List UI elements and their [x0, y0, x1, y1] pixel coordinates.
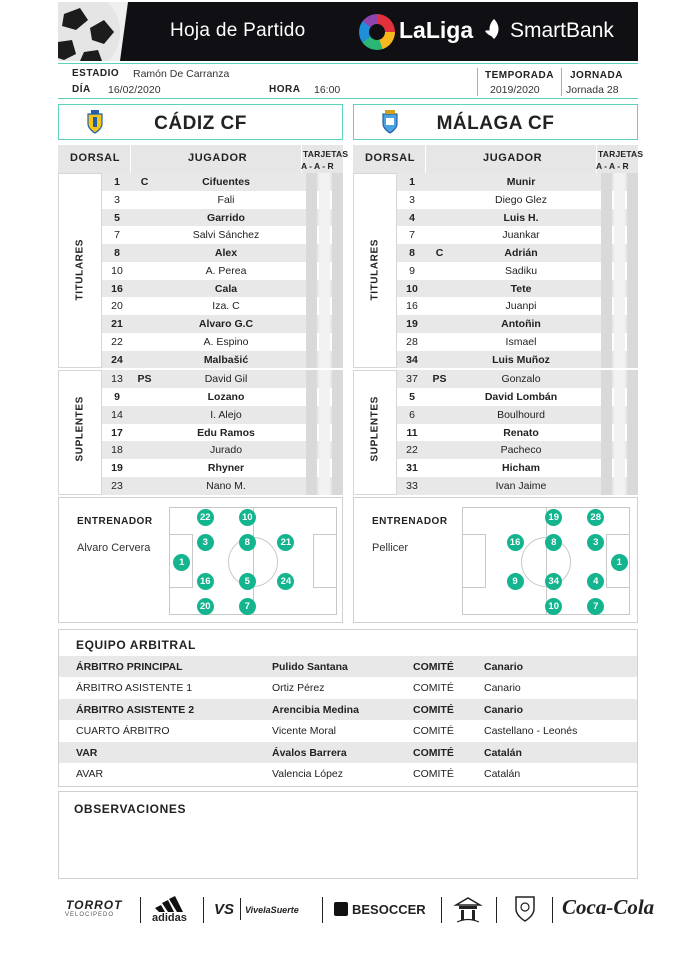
player-number: 4: [409, 211, 415, 224]
card-cell: [614, 459, 625, 477]
player-number: 18: [111, 444, 123, 457]
card-cell: [614, 173, 625, 191]
besoccer-icon: [334, 902, 348, 916]
card-cell: [319, 351, 330, 369]
player-number: 34: [406, 353, 418, 366]
card-cell: [306, 173, 317, 191]
player-name: Tete: [510, 282, 532, 295]
coach-label: ENTRENADOR: [372, 516, 448, 527]
card-cell: [601, 262, 612, 280]
card-cell: [306, 333, 317, 351]
player-name: A. Perea: [205, 264, 247, 277]
referee-panel: [58, 629, 638, 787]
home-coach-box: [58, 497, 343, 623]
divider: [425, 145, 426, 173]
card-cell: [332, 424, 343, 442]
player-number: 19: [406, 318, 418, 330]
card-cell: [601, 459, 612, 477]
card-cell: [319, 388, 330, 406]
card-cell: [627, 441, 638, 459]
formation-player-chip: 7: [239, 598, 256, 615]
card-cell: [601, 191, 612, 209]
dorsal-header: DORSAL: [365, 152, 416, 164]
player-number: 28: [406, 335, 418, 348]
divider: [240, 898, 241, 920]
card-cell: [319, 406, 330, 424]
player-name: Fali: [217, 193, 235, 206]
player-name: Boulhourd: [497, 408, 545, 421]
card-cell: [306, 280, 317, 298]
formation-player-chip: 24: [277, 573, 294, 590]
card-cell: [332, 370, 343, 388]
formation-player-chip: 5: [239, 573, 256, 590]
referee-name: Ávalos Barrera: [272, 746, 347, 759]
card-cell: [319, 333, 330, 351]
card-cell: [319, 315, 330, 333]
card-cell: [319, 173, 330, 191]
card-cell: [601, 173, 612, 191]
card-cell: [614, 333, 625, 351]
hora-label: HORA: [269, 84, 301, 95]
card-cell: [614, 191, 625, 209]
player-number: 5: [409, 391, 415, 403]
away-team-name: MÁLAGA CF: [436, 113, 555, 134]
card-cell: [332, 280, 343, 298]
formation-player-chip: 28: [587, 509, 604, 526]
suplentes-label: SUPLENTES: [74, 396, 86, 462]
divider: [441, 897, 442, 923]
player-name: I. Alejo: [210, 408, 242, 421]
comite-label: COMITÉ: [413, 682, 454, 695]
card-cell: [627, 315, 638, 333]
temporada-value: 2019/2020: [490, 84, 540, 96]
referee-committee: Canario: [484, 661, 524, 673]
dia-value: 16/02/2020: [108, 84, 161, 96]
card-cell: [332, 477, 343, 495]
referee-role: ÁRBITRO ASISTENTE 1: [76, 682, 193, 695]
formation-player-chip: 10: [239, 509, 256, 526]
tarjetas-subheader: A - A - R: [301, 161, 334, 171]
divider: [322, 897, 323, 923]
formation-player-chip: 19: [545, 509, 562, 526]
card-cell: [627, 406, 638, 424]
card-cell: [614, 477, 625, 495]
adidas-wordmark: adidas: [152, 912, 187, 924]
card-cell: [601, 297, 612, 315]
player-number: 1: [409, 176, 415, 188]
hora-value: 16:00: [314, 84, 341, 96]
divider: [496, 897, 497, 923]
card-cell: [319, 477, 330, 495]
player-number: 16: [111, 282, 123, 295]
tarjetas-header: TARJETAS: [598, 149, 644, 159]
divider: [130, 145, 131, 173]
card-cell: [306, 262, 317, 280]
card-cell: [306, 370, 317, 388]
player-name: Alex: [214, 247, 238, 259]
card-cell: [627, 333, 638, 351]
referee-name: Arencibia Medina: [272, 703, 359, 716]
player-name: Salvi Sánchez: [192, 229, 260, 242]
card-cell: [614, 244, 625, 262]
card-cell: [332, 459, 343, 477]
player-name: Ismael: [505, 335, 537, 348]
comite-label: COMITÉ: [413, 661, 454, 673]
player-name: Gonzalo: [501, 373, 541, 386]
player-name: Cifuentes: [202, 176, 250, 188]
card-cell: [319, 459, 330, 477]
card-cell: [306, 406, 317, 424]
formation-player-chip: 22: [197, 509, 214, 526]
card-cell: [614, 388, 625, 406]
card-cell: [306, 297, 317, 315]
player-name: Hicham: [502, 462, 540, 474]
card-cell: [627, 424, 638, 442]
cocacola-logo: Coca-Cola: [562, 895, 655, 919]
card-cell: [601, 441, 612, 459]
away-coach-box: [353, 497, 638, 623]
player-number: 10: [111, 264, 123, 277]
jugador-header: JUGADOR: [188, 152, 248, 164]
observations-panel: [58, 791, 638, 879]
referee-name: Ortiz Pérez: [272, 682, 325, 695]
player-name: Rhyner: [207, 462, 245, 474]
card-cell: [601, 477, 612, 495]
player-role-tag: C: [140, 176, 149, 188]
estadio-label: ESTADIO: [72, 68, 120, 79]
card-cell: [614, 351, 625, 369]
card-cell: [614, 226, 625, 244]
card-cell: [306, 351, 317, 369]
card-cell: [306, 209, 317, 227]
city-emblem-icon: [514, 894, 536, 922]
card-cell: [601, 351, 612, 369]
player-number: 11: [406, 426, 418, 439]
card-cell: [627, 370, 638, 388]
player-number: 22: [406, 444, 418, 457]
player-number: 3: [409, 193, 415, 206]
player-name: Juankar: [502, 229, 540, 242]
card-cell: [332, 333, 343, 351]
tarjetas-header: TARJETAS: [303, 149, 349, 159]
card-cell: [601, 209, 612, 227]
league-brand: LaLiga: [399, 17, 474, 43]
divider: [203, 897, 204, 923]
comite-label: COMITÉ: [413, 703, 454, 716]
formation-player-chip: 3: [197, 534, 214, 551]
formation-player-chip: 1: [611, 554, 628, 571]
card-cell: [627, 297, 638, 315]
torrot-tagline: VELOCIPEDO: [65, 912, 115, 918]
card-cell: [627, 351, 638, 369]
formation-player-chip: 21: [277, 534, 294, 551]
player-name: Pacheco: [500, 444, 542, 457]
player-number: 37: [406, 373, 418, 386]
card-cell: [627, 226, 638, 244]
formation-player-chip: 3: [587, 534, 604, 551]
card-cell: [306, 315, 317, 333]
card-cell: [614, 406, 625, 424]
card-cell: [319, 209, 330, 227]
away-coach-name: Pellicer: [372, 542, 409, 554]
referee-name: Valencia López: [272, 768, 344, 780]
formation-player-chip: 8: [545, 534, 562, 551]
referee-title: EQUIPO ARBITRAL: [76, 638, 196, 652]
card-cell: [319, 262, 330, 280]
laliga-logo-icon: [359, 14, 395, 50]
formation-player-chip: 7: [587, 598, 604, 615]
coach-label: ENTRENADOR: [77, 516, 153, 527]
player-name: Edu Ramos: [197, 426, 255, 439]
player-name: Alvaro G.C: [198, 318, 254, 330]
player-number: 8: [114, 247, 120, 259]
card-cell: [319, 424, 330, 442]
card-cell: [601, 424, 612, 442]
formation-player-chip: 16: [197, 573, 214, 590]
card-cell: [614, 315, 625, 333]
player-number: 24: [111, 353, 123, 366]
referee-role: VAR: [76, 746, 98, 759]
home-formation-pitch: [169, 507, 337, 615]
away-formation-pitch: [462, 507, 630, 615]
card-cell: [332, 191, 343, 209]
card-cell: [627, 262, 638, 280]
comite-label: COMITÉ: [413, 746, 454, 759]
player-role-tag: PS: [432, 373, 447, 386]
player-number: 20: [111, 300, 123, 313]
card-cell: [306, 424, 317, 442]
player-name: Garrido: [207, 211, 245, 224]
player-name: Iza. C: [212, 300, 240, 313]
divider: [552, 897, 553, 923]
player-number: 19: [111, 462, 123, 474]
formation-player-chip: 9: [507, 573, 524, 590]
player-name: Jurado: [209, 444, 243, 457]
card-cell: [306, 441, 317, 459]
player-name: Diego Glez: [495, 193, 547, 206]
home-team-name: CÁDIZ CF: [154, 113, 247, 134]
referee-row: [59, 763, 637, 784]
dia-label: DÍA: [72, 84, 91, 95]
card-cell: [306, 459, 317, 477]
comite-label: COMITÉ: [413, 768, 454, 780]
formation-player-chip: 4: [587, 573, 604, 590]
player-name: Malbašić: [203, 353, 249, 366]
referee-row: [59, 742, 637, 763]
player-role-tag: PS: [137, 373, 152, 386]
referee-committee: Catalán: [484, 746, 522, 759]
player-name: Munir: [506, 176, 536, 188]
card-cell: [601, 370, 612, 388]
player-number: 5: [114, 211, 120, 224]
card-cell: [614, 424, 625, 442]
referee-committee: Catalán: [484, 768, 521, 780]
card-cell: [627, 209, 638, 227]
card-cell: [601, 315, 612, 333]
card-cell: [614, 441, 625, 459]
card-cell: [306, 226, 317, 244]
card-cell: [627, 477, 638, 495]
temporada-label: TEMPORADA: [485, 70, 554, 81]
referee-name: Pulido Santana: [272, 661, 348, 673]
vs-logo: VS: [214, 901, 235, 918]
card-cell: [601, 226, 612, 244]
card-cell: [614, 280, 625, 298]
vivelasuerte-logo: VivelaSuerte: [245, 905, 299, 915]
player-name: Cala: [214, 282, 238, 295]
player-number: 31: [406, 462, 418, 474]
observations-title: OBSERVACIONES: [74, 802, 187, 816]
player-name: David Lombán: [484, 391, 558, 403]
card-cell: [319, 441, 330, 459]
divider: [477, 68, 478, 96]
card-cell: [319, 370, 330, 388]
referee-committee: Canario: [484, 682, 521, 695]
card-cell: [627, 280, 638, 298]
formation-player-chip: 20: [197, 598, 214, 615]
player-number: 8: [409, 247, 415, 259]
player-number: 3: [114, 193, 120, 206]
page-title: Hoja de Partido: [170, 20, 306, 41]
adidas-logo-icon: [155, 896, 193, 912]
divider: [140, 897, 141, 923]
card-cell: [319, 244, 330, 262]
player-name: Adrián: [504, 247, 538, 259]
card-cell: [332, 406, 343, 424]
referee-role: CUARTO ÁRBITRO: [76, 725, 170, 738]
card-cell: [332, 244, 343, 262]
home-team-header: [58, 104, 343, 140]
card-cell: [601, 388, 612, 406]
card-cell: [614, 209, 625, 227]
card-cell: [614, 262, 625, 280]
player-name: A. Espino: [203, 335, 249, 348]
jornada-label: JORNADA: [570, 70, 623, 81]
card-cell: [614, 297, 625, 315]
card-cell: [306, 477, 317, 495]
card-cell: [601, 333, 612, 351]
player-name: Luis Muñoz: [492, 353, 550, 366]
card-cell: [627, 173, 638, 191]
player-name: Lozano: [207, 391, 245, 403]
player-name: Sadiku: [504, 264, 538, 277]
card-cell: [601, 280, 612, 298]
home-coach-name: Alvaro Cervera: [77, 542, 151, 554]
formation-player-chip: 8: [239, 534, 256, 551]
smartbank-logo-icon: [482, 17, 506, 41]
referee-role: ÁRBITRO PRINCIPAL: [76, 661, 183, 673]
referee-committee: Canario: [484, 703, 524, 716]
player-number: 1: [114, 176, 120, 188]
player-name: Nano M.: [206, 479, 246, 492]
card-cell: [306, 244, 317, 262]
referee-role: AVAR: [76, 768, 104, 780]
player-number: 9: [409, 264, 415, 277]
formation-player-chip: 16: [507, 534, 524, 551]
suplentes-label: SUPLENTES: [369, 396, 381, 462]
jugador-header: JUGADOR: [483, 152, 543, 164]
player-number: 10: [406, 282, 418, 295]
player-number: 16: [406, 300, 418, 313]
card-cell: [332, 226, 343, 244]
referee-committee: Castellano - Leonés: [484, 725, 578, 738]
formation-player-chip: 1: [173, 554, 190, 571]
card-cell: [614, 370, 625, 388]
card-cell: [332, 351, 343, 369]
card-cell: [332, 315, 343, 333]
card-cell: [332, 441, 343, 459]
port-emblem-icon: [453, 895, 483, 925]
torrot-logo: TORROT: [66, 898, 123, 912]
player-name: Ivan Jaime: [495, 479, 547, 492]
card-cell: [319, 280, 330, 298]
jornada-value: Jornada 28: [566, 84, 619, 96]
player-number: 33: [406, 479, 418, 492]
player-number: 7: [409, 229, 415, 242]
player-number: 22: [111, 335, 123, 348]
card-cell: [332, 297, 343, 315]
besoccer-logo: BESOCCER: [352, 902, 426, 917]
card-cell: [627, 191, 638, 209]
player-number: 6: [409, 408, 415, 421]
player-number: 9: [114, 391, 120, 403]
player-number: 21: [111, 318, 123, 330]
card-cell: [319, 297, 330, 315]
formation-player-chip: 10: [545, 598, 562, 615]
card-cell: [627, 388, 638, 406]
player-number: 17: [111, 426, 123, 439]
divider: [561, 68, 562, 96]
card-cell: [332, 173, 343, 191]
player-number: 13: [111, 373, 123, 386]
card-cell: [319, 226, 330, 244]
card-cell: [627, 244, 638, 262]
away-team-header: [353, 104, 638, 140]
card-cell: [319, 191, 330, 209]
player-number: 14: [111, 408, 123, 421]
titulares-label: TITULARES: [369, 238, 381, 301]
dorsal-header: DORSAL: [70, 152, 121, 164]
comite-label: COMITÉ: [413, 725, 454, 738]
referee-role: ÁRBITRO ASISTENTE 2: [76, 703, 195, 716]
player-number: 23: [111, 479, 123, 492]
card-cell: [306, 388, 317, 406]
card-cell: [601, 406, 612, 424]
referee-name: Vicente Moral: [272, 725, 337, 738]
card-cell: [627, 459, 638, 477]
player-name: Luis H.: [503, 211, 539, 224]
player-role-tag: C: [435, 247, 444, 259]
card-cell: [306, 191, 317, 209]
card-cell: [332, 262, 343, 280]
titulares-label: TITULARES: [74, 238, 86, 301]
player-name: David Gil: [204, 373, 248, 386]
formation-player-chip: 34: [545, 573, 562, 590]
card-cell: [332, 209, 343, 227]
card-cell: [332, 388, 343, 406]
player-name: Juanpi: [505, 300, 537, 313]
player-name: Antoñin: [501, 318, 541, 330]
tarjetas-subheader: A - A - R: [596, 161, 629, 171]
sponsor-brand: SmartBank: [510, 19, 614, 42]
player-name: Renato: [503, 426, 539, 439]
player-number: 7: [114, 229, 120, 242]
estadio-value: Ramón De Carranza: [133, 68, 230, 80]
card-cell: [601, 244, 612, 262]
